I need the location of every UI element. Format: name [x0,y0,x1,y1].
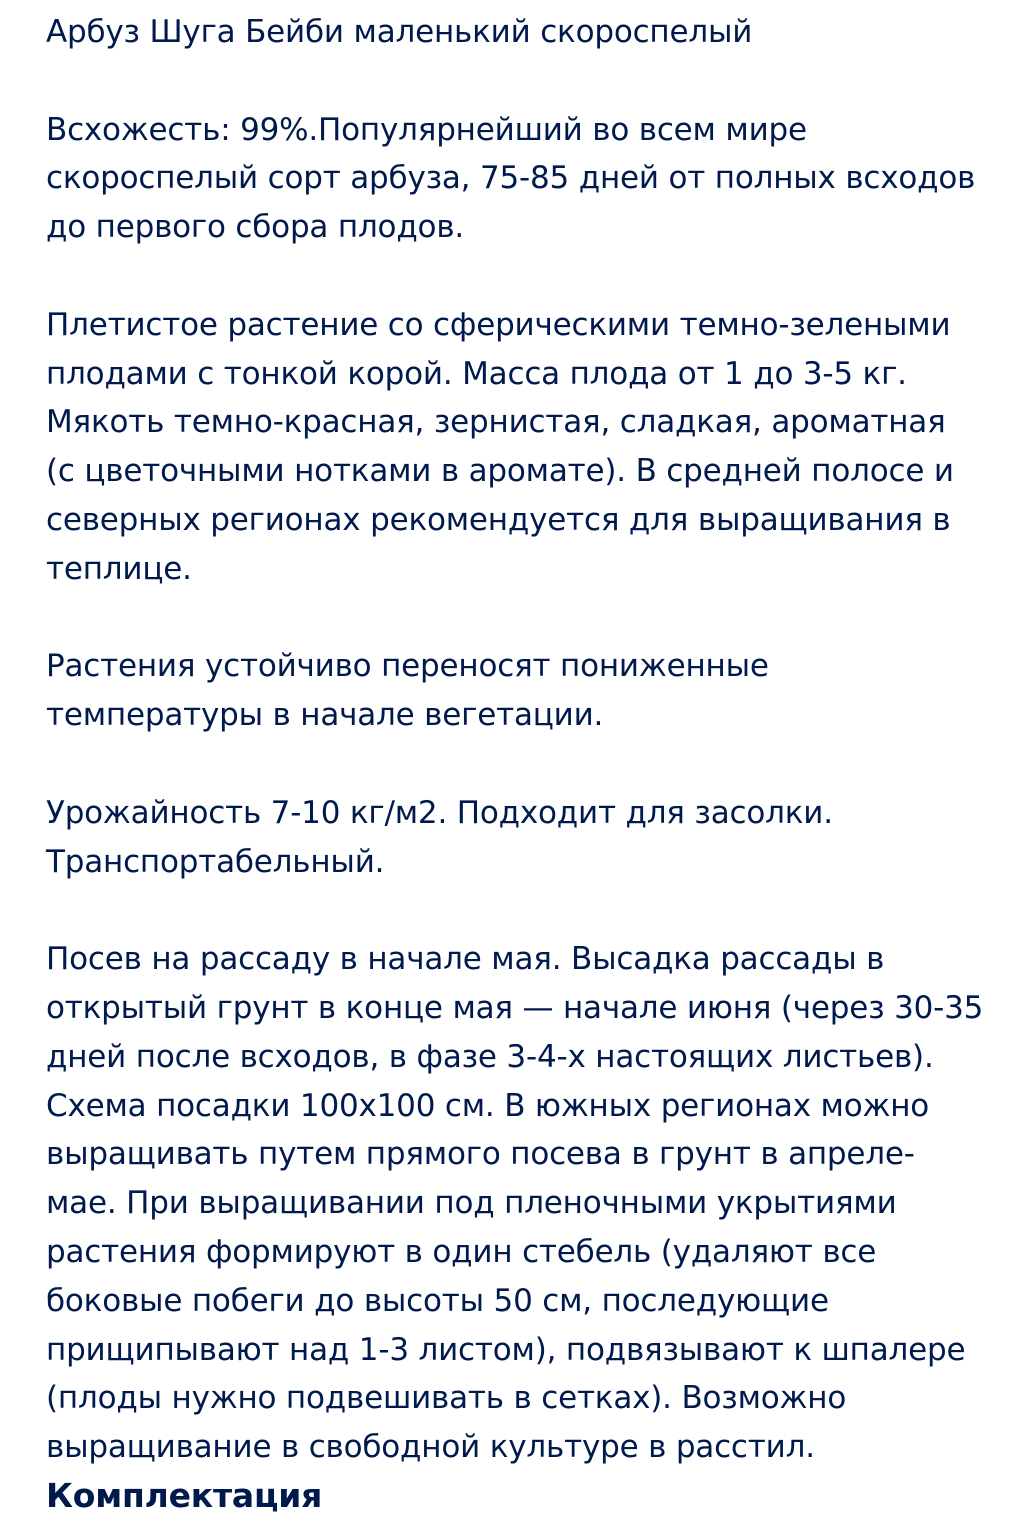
description-paragraph-resistance: Растения устойчиво переносят пониженные температуры в начале вегетации. [46,648,769,734]
paragraph-gap [46,252,1031,301]
description-paragraph-plant: Плетистое растение со сферическими темно-зелеными плодами с тонкой корой. Масса плода от 1 до 3-5 кг. Мякоть темно-красная, зернистая, сладкая, ароматная (с цветочными нотками в аромате). В средней полосе и северных регионах рекомендуется для выращивания в теплице. [46,306,954,587]
description-paragraph-yield: Урожайность 7-10 кг/м2. Подходит для засолки. Транспортабельный. [46,794,833,880]
paragraph-gap [46,594,1031,643]
description-paragraph-sowing: Посев на рассаду в начале мая. Высадка рассады в открытый грунт в конце мая — начале июня (через 30-35 дней после всходов, в фазе 3-4-х настоящих листьев). Схема посадки 100х100 см. В южных регионах можно выращивать путем прямого посева в грунт в апреле- мае. При выращивании под пленочными укрытиями растения формируют в один стебель (удаляют все боковые побеги до высоты 50 см, последующие прищипывают над 1-3 листом), подвязывают к шпалере (плоды нужно подвешивать в сетках). Возможно выращивание в свободной культуре в расстил. [46,941,984,1466]
paragraph-gap [46,886,1031,935]
paragraph-gap [46,57,1031,106]
paragraph-gap [46,740,1031,789]
description-title: Арбуз Шуга Бейби маленький скороспелый [46,14,753,50]
product-description [46,8,1031,1520]
section-heading-contents: Комплектация [46,1475,323,1515]
description-paragraph-germination: Всхожесть: 99%.Популярнейший во всем мире скороспелый сорт арбуза, 75-85 дней от полных всходов до первого сбора плодов. [46,111,976,246]
